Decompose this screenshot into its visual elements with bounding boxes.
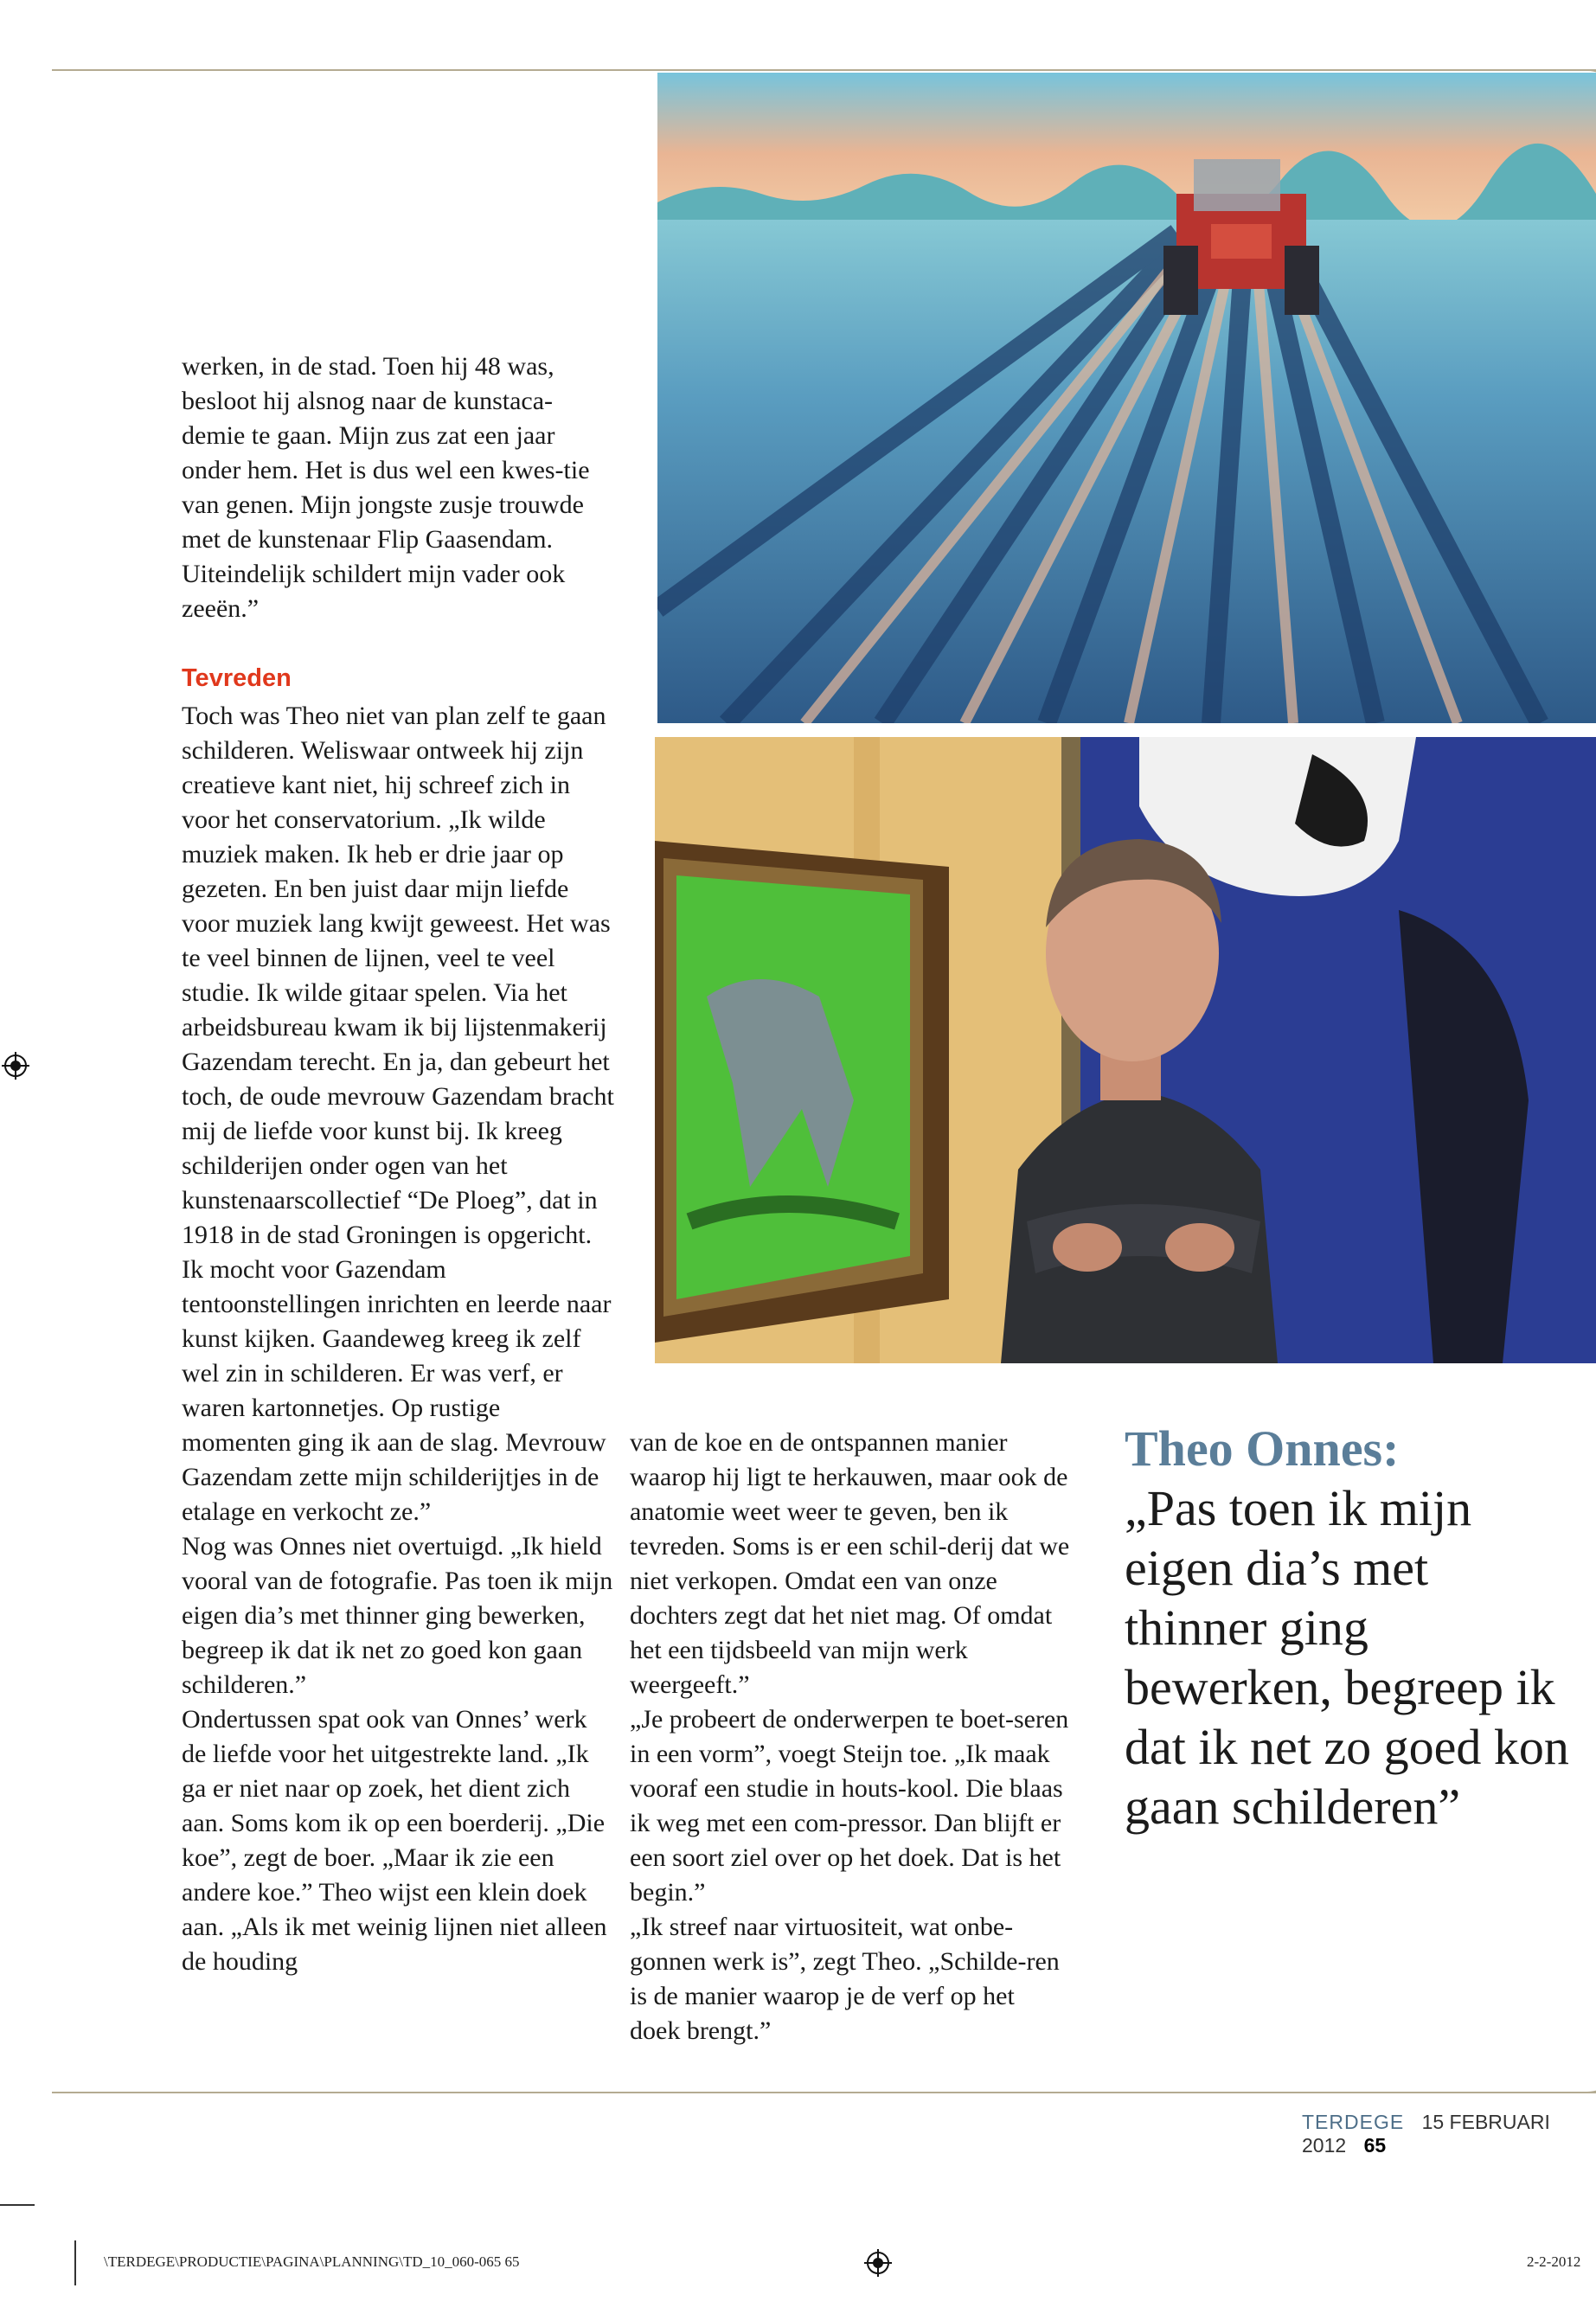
paragraph-virtuositeit: „Ik streef naar virtuositeit, wat onbe-gonnen werk is”, zegt Theo. „Schilde-ren is de manier waarop je de verf op het doek brengt.” [630, 1913, 1060, 2045]
print-slug-path: \TERDEGE\PRODUCTIE\PAGINA\PLANNING\TD_10_060-065 65 [104, 2253, 520, 2270]
magazine-name: TERDEGE [1302, 2111, 1405, 2133]
pull-quote [1125, 1419, 1574, 1836]
bottom-corner-curl [1568, 2041, 1596, 2093]
paragraph-werk: Ondertussen spat ook van Onnes’ werk de liefde voor het uitgestrekte land. „Ik ga er niet naar op zoek, het dient zich aan. Soms kom ik op een boerderij. „Die koe”, zegt de boer. „Maar ik zie een andere koe.” Theo wijst een klein doek aan. „Als ik met weinig lijnen niet alleen de houding [182, 1705, 607, 1976]
page-folio [1302, 2111, 1596, 2157]
print-slug-date: 2-2-2012 [1527, 2253, 1581, 2270]
pull-quote-text: „Pas toen ik mijn eigen dia’s met thinner ging bewerken, begreep ik dat ik net zo goed kon gaan schilderen” [1125, 1480, 1569, 1835]
paragraph-body: Toch was Theo niet van plan zelf te gaan schilderen. Weliswaar ontweek hij zijn creatieve kant niet, hij schreef zich in voor het conservatorium. „Ik wilde muziek maken. Ik heb er drie jaar op gezeten. En ben juist daar mijn liefde voor muziek lang kwijt geweest. Het was te veel binnen de lijnen, veel te veel studie. Ik wilde gitaar spelen. Via het arbeidsbureau kwam ik bij lijstenmakerij Gazendam terecht. En ja, dan gebeurt het toch, de oude mevrouw Gazendam bracht mij de liefde voor kunst bij. Ik kreeg schilderijen onder ogen van het kunstenaarscollectief “De Ploeg”, dat in 1918 in de stad Groningen is opgericht. Ik mocht voor Gazendam tentoonstellingen inrichten en leerde naar kunst kijken. Gaandeweg kreeg ik zelf wel zin in schilderen. Er was verf, er waren kartonnetjes. Op rustige momenten ging ik aan de slag. Mevrouw Gazendam zette mijn schilderijtjes in de etalage en verkocht ze.” [182, 702, 614, 1526]
pull-quote-name: Theo Onnes: [1125, 1420, 1400, 1477]
paragraph-onnes: Nog was Onnes niet overtuigd. „Ik hield vooral van de fotografie. Pas toen ik mijn eigen dia’s met thinner ging bewerken, begreep ik dat ik net zo goed kon gaan schilderen.” [182, 1532, 613, 1699]
article-column-1-body [182, 699, 614, 1979]
crop-mark-vertical [74, 2240, 76, 2285]
crop-mark [0, 2204, 35, 2206]
paragraph-steijn: „Je probeert de onderwerpen te boet-seren in een vorm”, voegt Steijn toe. „Ik maak vooraf een studie in houts-kool. Die blaas ik weg met een com-pressor. Dan blijft er een soort ziel over op het doek. Dat is het begin.” [630, 1705, 1069, 1907]
paragraph-intro: werken, in de stad. Toen hij 48 was, besloot hij alsnog naar de kunstaca-demie te gaan. Mijn zus zat een jaar onder hem. Het is dus wel een kwes-tie van genen. Mijn jongste zusje trouwde met de kunstenaar Flip Gaasendam. Uiteindelijk schildert mijn vader ook zeeën.” [182, 352, 590, 623]
issue-date: 15 FEBRUARI 2012 [1302, 2111, 1550, 2157]
tractor-painting-photo [657, 73, 1596, 723]
article-column-1-intro [182, 349, 614, 626]
top-rule [52, 69, 1596, 71]
deer-painting [655, 841, 949, 1343]
paragraph-koe: van de koe en de ontspannen manier waarop hij ligt te herkauwen, maar ook de anatomie weet weer te geven, ben ik tevreden. Soms is er een schil-derij dat we niet verkopen. Omdat een van onze dochters zegt dat het niet mag. Of omdat het een tijdsbeeld van mijn werk weergeeft.” [630, 1428, 1070, 1699]
tractor-painting-svg [657, 73, 1596, 723]
registration-mark-icon [864, 2249, 892, 2277]
article-column-2 [630, 1426, 1071, 2048]
section-subhead: Tevreden [182, 664, 292, 692]
artist-portrait-svg [655, 737, 1596, 1363]
page-number: 65 [1363, 2134, 1387, 2157]
bottom-rule [52, 2092, 1596, 2093]
registration-mark-icon [2, 1052, 29, 1080]
artist-portrait-photo [655, 737, 1596, 1363]
